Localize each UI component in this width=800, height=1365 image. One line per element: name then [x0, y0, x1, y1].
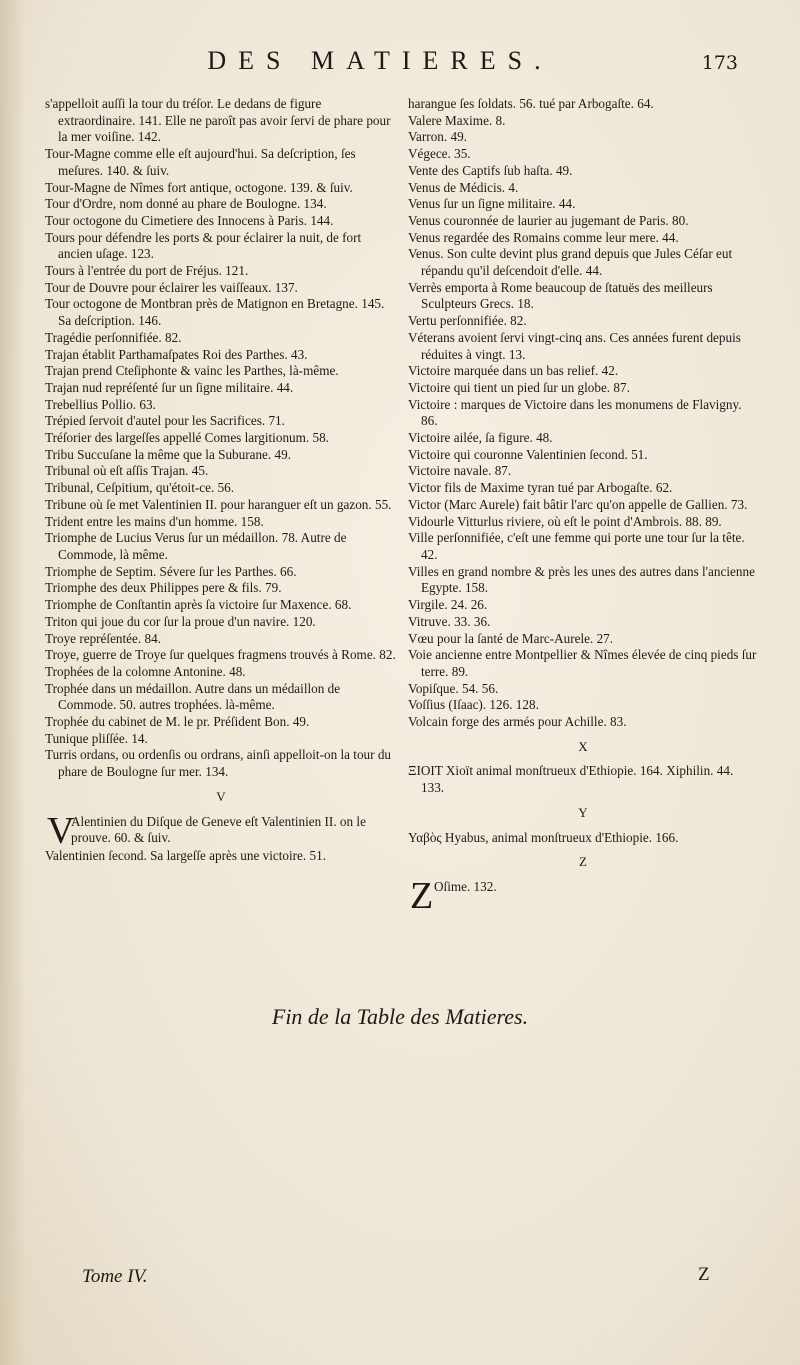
- index-entry: Trajan prend Cteſiphonte & vainc les Parthes, là-même.: [45, 363, 339, 379]
- right-entry-list: [408, 96, 758, 731]
- index-entry: Vœu pour la ſanté de Marc-Aurele. 27.: [408, 630, 614, 646]
- index-entry: Villes en grand nombre & près les unes des autres dans l'ancienne Egypte. 158.: [408, 563, 755, 596]
- index-entry: Victoire marquée dans un bas relief. 42.: [408, 363, 619, 379]
- section-letter-x: X: [578, 738, 588, 754]
- index-entry: Végece. 35.: [408, 146, 471, 162]
- index-entry: Υαβὸς Hyabus, animal monſtrueux d'Ethiopie. 166.: [408, 829, 679, 845]
- index-entry: Virgile. 24. 26.: [408, 597, 488, 613]
- index-entry: Victoire qui tient un pied ſur un globe. 87.: [408, 379, 630, 395]
- index-entry: Tour octogone de Montbran près de Matignon en Bretagne. 145. Sa deſcription. 146.: [45, 296, 385, 329]
- dropcap-entry-text: Alentinien du Diſque de Geneve eſt Valentinien II. on le prouve. 60. & ſuiv.: [71, 813, 366, 846]
- index-entry: Triomphe de Lucius Verus ſur un médaillon. 78. Autre de Commode, là même.: [45, 530, 347, 562]
- index-entry: Tour d'Ordre, nom donné au phare de Boulogne. 134.: [45, 196, 327, 212]
- index-entry: Tour de Douvre pour éclairer les vaiſſeaux. 137.: [45, 279, 298, 295]
- index-entry: Voie ancienne entre Montpellier & Nîmes élevée de cinq pieds ſur terre. 89.: [408, 647, 757, 679]
- dropcap-entry-z: [408, 874, 758, 917]
- index-entry: Varron. 49.: [408, 129, 467, 145]
- index-entry: Ville perſonnifiée, c'eſt une femme qui porte une tour ſur la tête. 42.: [408, 530, 745, 562]
- section-x-entry-list: [408, 763, 758, 796]
- index-entry: Venus couronnée de laurier au jugemant de Paris. 80.: [408, 212, 689, 228]
- index-entry: Valentinien ſecond. Sa largeſſe après une victoire. 51.: [45, 847, 326, 863]
- index-entry: Venus ſur un ſigne militaire. 44.: [408, 196, 576, 212]
- index-entry: Tour octogone du Cimetiere des Innocens à Paris. 144.: [45, 212, 334, 228]
- dropcap-entry-text: Oſime. 132.: [434, 878, 497, 894]
- left-entry-list: [45, 96, 397, 781]
- index-entry: Victor (Marc Aurele) fait bâtir l'arc qu'on appelle de Gallien. 73.: [408, 496, 748, 512]
- index-entry: ΞΙΟΙΤ Xioït animal monſtrueux d'Ethiopie. 164. Xiphilin. 44. 133.: [408, 763, 734, 796]
- end-of-table-title: Fin de la Table des Matieres.: [271, 1004, 529, 1029]
- section-y-entry-list: [408, 830, 758, 847]
- index-entry: Troye repréſentée. 84.: [45, 630, 161, 646]
- index-entry: Victor fils de Maxime tyran tué par Arbogaſte. 62.: [408, 480, 673, 496]
- section-v-entry-list: [45, 848, 397, 865]
- index-entry: Tribu Succuſane la même que la Suburane. 49.: [45, 446, 291, 462]
- dropcap-v: V: [47, 809, 75, 852]
- right-column: [408, 96, 758, 917]
- index-entry: Victoire qui couronne Valentinien ſecond. 51.: [408, 446, 648, 462]
- index-entry: Valere Maxime. 8.: [408, 112, 506, 128]
- index-entry: Venus regardée des Romains comme leur mere. 44.: [408, 229, 679, 245]
- page-gutter-shadow: [0, 0, 26, 1365]
- index-entry: Tours à l'entrée du port de Fréjus. 121.: [45, 263, 249, 279]
- index-entry: Venus de Médicis. 4.: [408, 179, 519, 195]
- index-entry: Triton qui joue du cor ſur la proue d'un navire. 120.: [45, 613, 316, 629]
- index-entry: Trophée dans un médaillon. Autre dans un médaillon de Commode. 50. autres trophées. là-même.: [45, 680, 341, 713]
- index-entry: Tour-Magne comme elle eſt aujourd'hui. Sa deſcription, ſes meſures. 140. & ſuiv.: [45, 146, 356, 178]
- index-entry: Tribunal où eſt aſſis Trajan. 45.: [45, 463, 209, 479]
- index-entry: Tunique pliſſée. 14.: [45, 730, 148, 746]
- page-number: 173: [701, 52, 738, 74]
- index-entry: Victoire ailée, ſa figure. 48.: [408, 430, 553, 446]
- index-entry: Tragédie perſonnifiée. 82.: [45, 329, 182, 345]
- left-column: [45, 96, 397, 864]
- section-letter-z: Z: [579, 854, 587, 870]
- index-entry: Volcain forge des armés pour Achille. 83.: [408, 714, 627, 730]
- signature-mark: Z: [698, 1264, 710, 1285]
- index-entry: Troye, guerre de Troye ſur quelques fragmens trouvés à Rome. 82.: [45, 647, 396, 663]
- index-entry: Trident entre les mains d'un homme. 158.: [45, 513, 264, 529]
- index-entry: Voſſius (Iſaac). 126. 128.: [408, 697, 539, 713]
- dropcap-z: Z: [410, 874, 434, 917]
- index-entry: Trajan nud repréſenté ſur un ſigne militaire. 44.: [45, 379, 294, 395]
- section-letter-y: Y: [578, 804, 588, 820]
- index-entry: Trophées de la colomne Antonine. 48.: [45, 663, 246, 679]
- index-entry: Victoire navale. 87.: [408, 463, 512, 479]
- index-entry: Vertu perſonnifiée. 82.: [408, 313, 527, 329]
- page-header: [100, 46, 740, 82]
- index-entry: Verrès emporta à Rome beaucoup de ſtatuës des meilleurs Sculpteurs Grecs. 18.: [408, 279, 713, 312]
- index-entry: Triomphe de Conſtantin après ſa victoire ſur Maxence. 68.: [45, 597, 352, 613]
- index-entry: Véterans avoient ſervi vingt-cinq ans. Ces années furent depuis réduites à vingt. 13.: [408, 329, 741, 362]
- index-entry: Trophée du cabinet de M. le pr. Préſident Bon. 49.: [45, 714, 310, 730]
- index-entry: Tour-Magne de Nîmes fort antique, octogone. 139. & ſuiv.: [45, 179, 353, 195]
- running-title: DES MATIERES.: [207, 46, 553, 75]
- index-entry: Venus. Son culte devint plus grand depuis que Jules Céſar eut répandu qu'il deſcendoit d'elle. 44.: [408, 246, 733, 279]
- volume-label: Tome IV.: [82, 1266, 148, 1287]
- index-entry: s'appelloit auſſi la tour du tréſor. Le dedans de figure extraordinaire. 141. Elle ne paroît pas avoir ſervi de phare pour la mer voiſine. 142.: [45, 96, 391, 145]
- index-entry: Trajan établit Parthamaſpates Roi des Parthes. 43.: [45, 346, 308, 362]
- index-entry: Trépied ſervoit d'autel pour les Sacrifices. 71.: [45, 413, 285, 429]
- index-entry: Vidourle Vitturlus riviere, où eſt le point d'Ambrois. 88. 89.: [408, 513, 722, 529]
- index-entry: Victoire : marques de Victoire dans les monumens de Flavigny. 86.: [408, 396, 742, 429]
- section-letter-v: V: [216, 788, 226, 804]
- index-entry: Tribune où ſe met Valentinien II. pour haranguer eſt un gazon. 55.: [45, 496, 392, 512]
- index-entry: Triomphe de Septim. Sévere ſur les Parthes. 66.: [45, 563, 297, 579]
- index-entry: Tours pour défendre les ports & pour éclairer la nuit, de fort ancien uſage. 123.: [45, 229, 362, 262]
- index-entry: Vopiſque. 54. 56.: [408, 680, 499, 696]
- index-entry: Vente des Captifs ſub haſta. 49.: [408, 162, 573, 178]
- dropcap-entry-v: [45, 809, 397, 852]
- index-entry: Triomphe des deux Philippes pere & fils. 79.: [45, 580, 282, 596]
- index-entry: harangue ſes ſoldats. 56. tué par Arbogaſte. 64.: [408, 96, 654, 111]
- index-entry: Tréſorier des largeſſes appellé Comes largitionum. 58.: [45, 430, 329, 446]
- index-entry: Trebellius Pollio. 63.: [45, 396, 156, 412]
- index-entry: Tribunal, Ceſpitium, qu'étoit-ce. 56.: [45, 480, 235, 496]
- index-entry: Turris ordans, ou ordenſis ou ordrans, ainſi appelloit-on la tour du phare de Boulogne ſur mer. 134.: [45, 747, 392, 780]
- index-entry: Vitruve. 33. 36.: [408, 613, 491, 629]
